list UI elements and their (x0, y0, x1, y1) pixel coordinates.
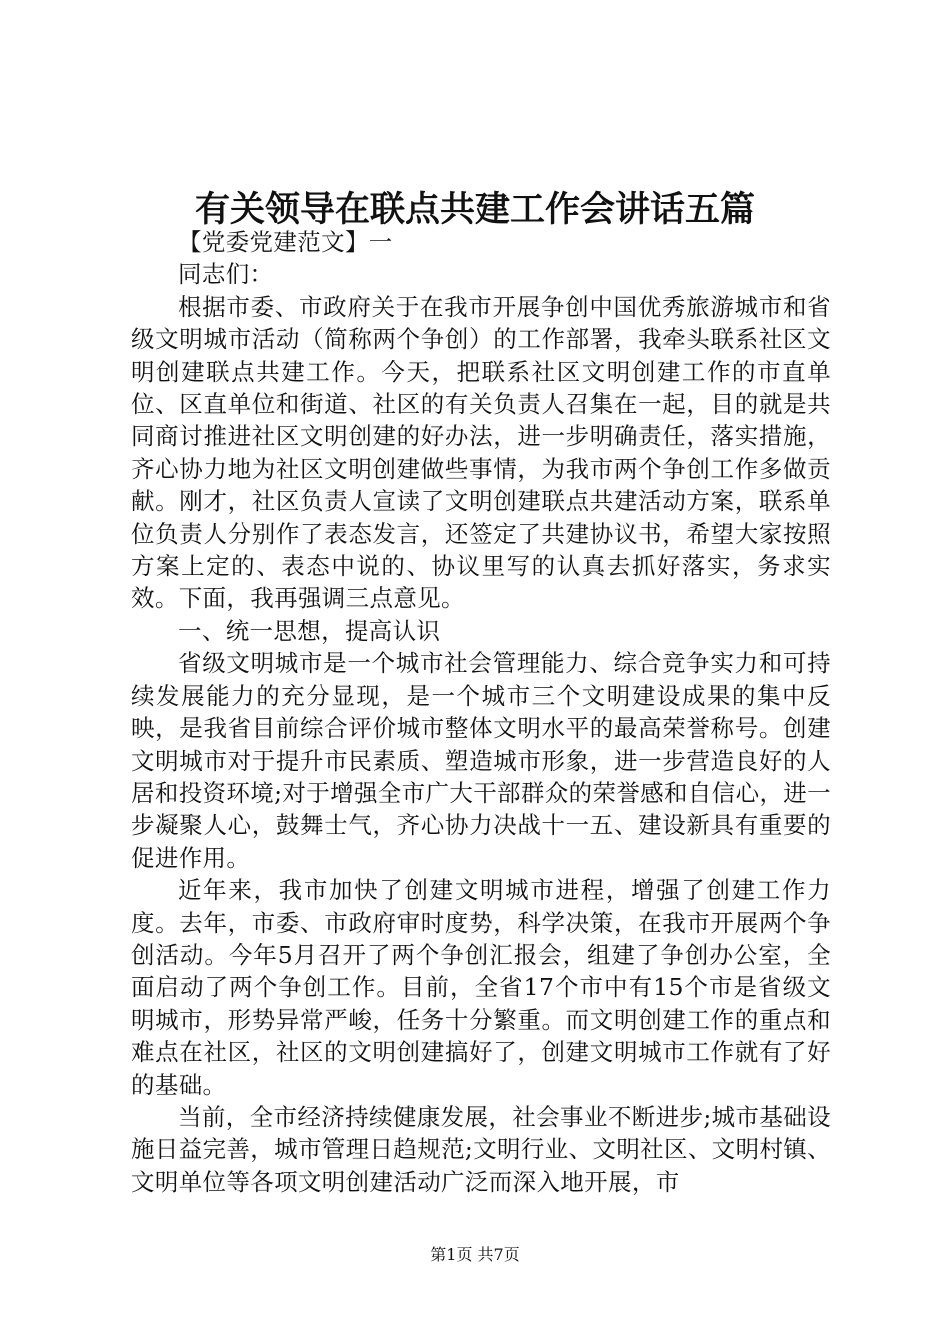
body-paragraph: 省级文明城市是一个城市社会管理能力、综合竞争实力和可持续发展能力的充分显现，是一个城市三个文明建设成果的集中反映，是我省目前综合评价城市整体文明水平的最高荣誉称号。创建文明城市对于提升市民素质、塑造城市形象，进一步营造良好的人居和投资环境;对于增强全市广大干部群众的荣誉感和自信心，进一步凝聚人心，鼓舞士气，齐心协力决战十一五、建设新具有重要的促进作用。 (131, 649, 831, 872)
document-title: 有关领导在联点共建工作会讲话五篇 (194, 189, 755, 230)
salutation: 同志们： (178, 260, 274, 289)
body-paragraph: 近年来，我市加快了创建文明城市进程，增强了创建工作力度。去年，市委、市政府审时度势，科学决策，在我市开展两个争创活动。今年5月召开了两个争创汇报会，组建了争创办公室，全面启动了两个争创工作。目前，全省17个市中有15个市是省级文明城市，形势异常严峻，任务十分繁重。而文明创建工作的重点和难点在社区，社区的文明创建搞好了，创建文明城市工作就有了好的基础。 (131, 876, 831, 1099)
body-paragraph: 根据市委、市政府关于在我市开展争创中国优秀旅游城市和省级文明城市活动（简称两个争创）的工作部署，我牵头联系社区文明创建联点共建工作。今天，把联系社区文明创建工作的市直单位、区直单位和街道、社区的有关负责人召集在一起，目的就是共同商讨推进社区文明创建的好办法，进一步明确责任，落实措施，齐心协力地为社区文明创建做些事情，为我市两个争创工作多做贡献。刚才，社区负责人宣读了文明创建联点共建活动方案，联系单位负责人分别作了表态发言，还签定了共建协议书，希望大家按照方案上定的、表态中说的、协议里写的认真去抓好落实，务求实效。下面，我再强调三点意见。 (131, 292, 831, 613)
document-body (131, 226, 831, 1198)
page-number-footer: 第1页 共7页 (430, 1245, 520, 1264)
body-paragraph: 当前，全市经济持续健康发展，社会事业不断进步;城市基础设施日益完善，城市管理日趋规范;文明行业、文明社区、文明村镇、文明单位等各项文明创建活动广泛而深入地开展，市 (131, 1102, 831, 1196)
section-heading: 一、统一思想，提高认识 (178, 616, 441, 645)
section-label: 【党委党建范文】一 (178, 228, 393, 256)
